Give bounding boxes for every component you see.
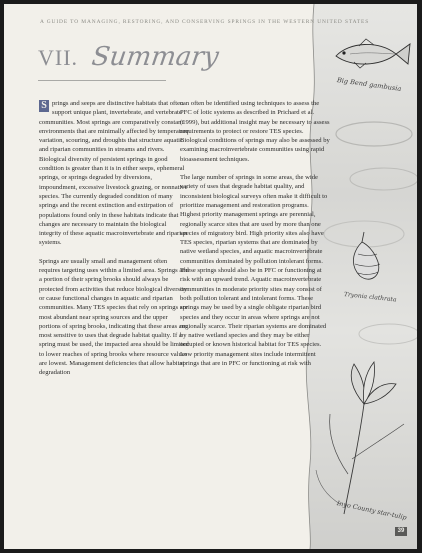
chapter-heading [38, 42, 219, 74]
chapter-number: VII. [38, 45, 79, 70]
document-page [4, 4, 417, 549]
paragraph [39, 99, 189, 248]
snail-drawing [353, 232, 380, 279]
left-column [39, 99, 189, 387]
right-column [180, 99, 330, 377]
paragraph: The large number of springs in some areas, the wide variety of uses that degrade habitat quality, and inconsistent biological surveys often make it difficult to prioritize management and restoration programs. Highest priority management springs are perennial, regionally scarce sites that are used by more than one species of migratory bird. High priority sites also have TES species, riparian systems that are dominated by native wetland species, and aquatic macroinvertebrate communities dominated by pollution intolerant forms. These springs should also be in PFC or functioning at risk with an upward trend. Aquatic macroinvertebrate communities in moderate priority sites may consist of both pollution tolerant and intolerant forms. These springs may be used by a single obligate riparian bird species and they occur in areas where springs are not regionally scarce. Their riparian systems are dominated by native wetland species and they may be either occupied or known historical habitat for TES species. Low priority management sites include intermittent springs that are in PFC or functioning at risk with [180, 174, 328, 368]
fish-drawing [336, 39, 410, 68]
paragraph-text: prings and seeps are distinctive habitats that often support unique plant, invertebrate, and vertebrate communities. Most springs are comparatively constant environments that are minimally affected by temperature variation, scouring, and droughts that structure aquatic and riparian communities in streams and rivers. Biological diversity of persistent springs in good condition is greater than it is in either seeps, ephemeral springs, or springs degraded by diversions, impoundment, excessive livestock grazing, or nonnative species. The currently degraded condition of many springs and the recent extinction and extirpation of populations found only in these habitats indicate that changes are necessary to maintain the biological integrity of these aquatic macroinvertebrate and riparian systems. [39, 100, 190, 247]
snail-caption: Tryonia clathrata [343, 291, 397, 304]
paragraph: can often be identified using techniques to assess the PFC of lotic systems as described in Prichard et al. (1999), but additional insight may be necessary to assess requirements to protect or restore TES species. Biological conditions of springs may also be assessed by examining macroinvertebrate communities using rapid bioassessment techniques. [180, 100, 330, 163]
paragraph: Springs are usually small and management often requires targeting uses within a limited area. Springs and a portion of their spring brooks should always be protected from activities that reduce biological diversity or cause functional changes in aquatic and riparian communities. Many TES species that rely on springs are most abundant near spring sources and the upper portions of spring brooks, indicating that these areas are most sensitive to uses that degrade habitat quality. If a spring must be used, the impacted area should be limited to lower reaches of spring brooks where resource values are lowest. Management deficiencies that allow habitat degradation [39, 257, 189, 377]
chapter-title: Summary [89, 42, 221, 72]
flower-drawing [316, 362, 404, 514]
running-head: A GUIDE TO MANAGING, RESTORING, AND CONSERVING SPRINGS IN THE WESTERN UNITED STATES [40, 19, 370, 25]
title-underline [38, 80, 166, 81]
drop-cap: S [39, 100, 49, 112]
fish-caption: Big Bend gambusia [336, 76, 402, 93]
flower-caption: Inyo County star-tulip [336, 499, 408, 522]
page-number: 39 [395, 527, 407, 536]
